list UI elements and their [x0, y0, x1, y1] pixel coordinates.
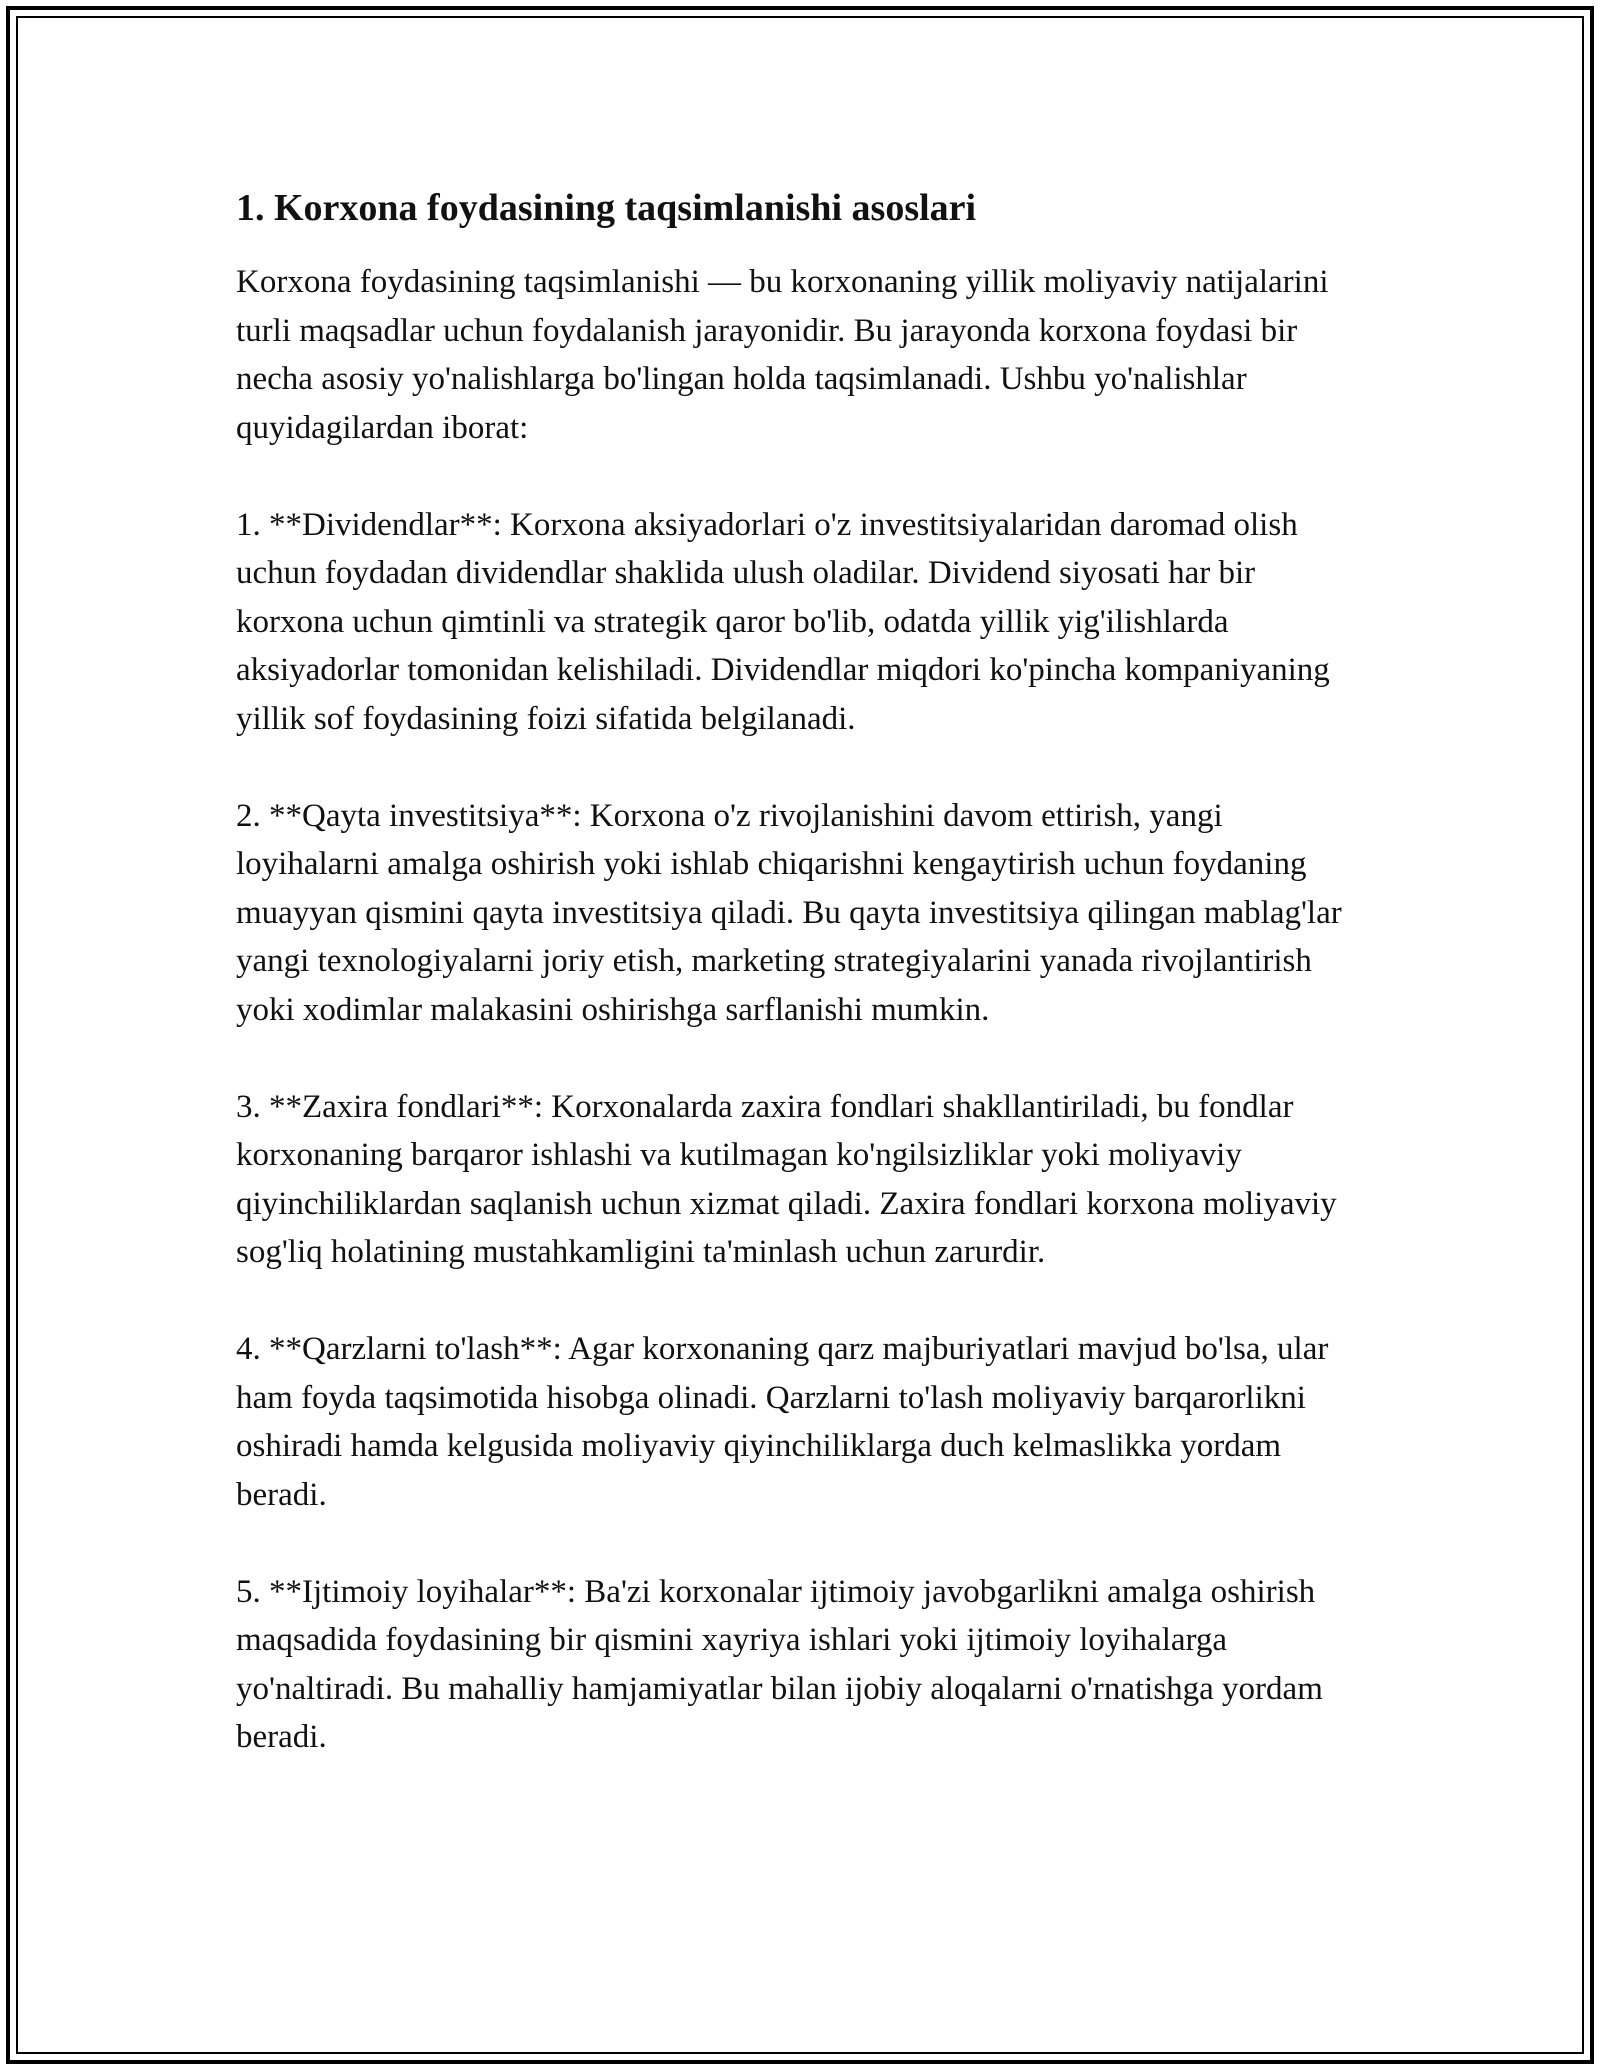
- list-item-debt-repayment: 4. **Qarzlarni to'lash**: Agar korxonaning qarz majburiyatlari mavjud bo'lsa, ular ham foyda taqsimotida hisobga olinadi. Qarzlarni to'lash moliyaviy barqarorlikni oshiradi hamda kelgusida moliyaviy qiyinchiliklarga duch kelmaslikka yordam beradi.: [236, 1331, 1329, 1513]
- intro-paragraph: Korxona foydasining taqsimlanishi — bu korxonaning yillik moliyaviy natijalarini turli maqsadlar uchun foydalanish jarayonidir. Bu jarayonda korxona foydasi bir necha asosiy yo'nalishlarga bo'lingan holda taqsimlanadi. Ushbu yo'nalishlar quyidagilardan iborat:: [236, 264, 1329, 446]
- section-heading: 1. Korxona foydasining taqsimlanishi asoslari: [236, 187, 977, 229]
- list-item-dividends: 1. **Dividendlar**: Korxona aksiyadorlari o'z investitsiyalaridan daromad olish uchun foydadan dividendlar shaklida ulush oladilar. Dividend siyosati har bir korxona uchun qimtinli va strategik qaror bo'lib, odatda yillik yig'ilishlarda aksiyadorlar tomonidan kelishiladi. Dividendlar miqdori ko'pincha kompaniyaning yillik sof foydasining foizi sifatida belgilanadi.: [236, 506, 1330, 737]
- list-item-reinvestment: 2. **Qayta investitsiya**: Korxona o'z rivojlanishini davom ettirish, yangi loyihalarni amalga oshirish yoki ishlab chiqarishni kengaytirish uchun foydaning muayyan qismini qayta investitsiya qiladi. Bu qayta investitsiya qilingan mablag'lar yangi texnologiyalarni joriy etish, marketing strategiyalarini yanada rivojlantirish yoki xodimlar malakasini oshirishga sarflanishi mumkin.: [236, 797, 1342, 1028]
- list-item-reserve-funds: 3. **Zaxira fondlari**: Korxonalarda zaxira fondlari shakllantiriladi, bu fondlar korxonaning barqaror ishlashi va kutilmagan ko'ngilsizliklar yoki moliyaviy qiyinchiliklardan saqlanish uchun xizmat qiladi. Zaxira fondlari korxona moliyaviy sog'liq holatining mustahkamligini ta'minlash uchun zarurdir.: [236, 1088, 1337, 1270]
- list-item-social-projects: 5. **Ijtimoiy loyihalar**: Ba'zi korxonalar ijtimoiy javobgarlikni amalga oshirish maqsadida foydasining bir qismini xayriya ishlari yoki ijtimoiy loyihalarga yo'naltiradi. Bu mahalliy hamjamiyatlar bilan ijobiy aloqalarni o'rnatishga yordam beradi.: [236, 1573, 1323, 1755]
- document-body: [236, 184, 1356, 1762]
